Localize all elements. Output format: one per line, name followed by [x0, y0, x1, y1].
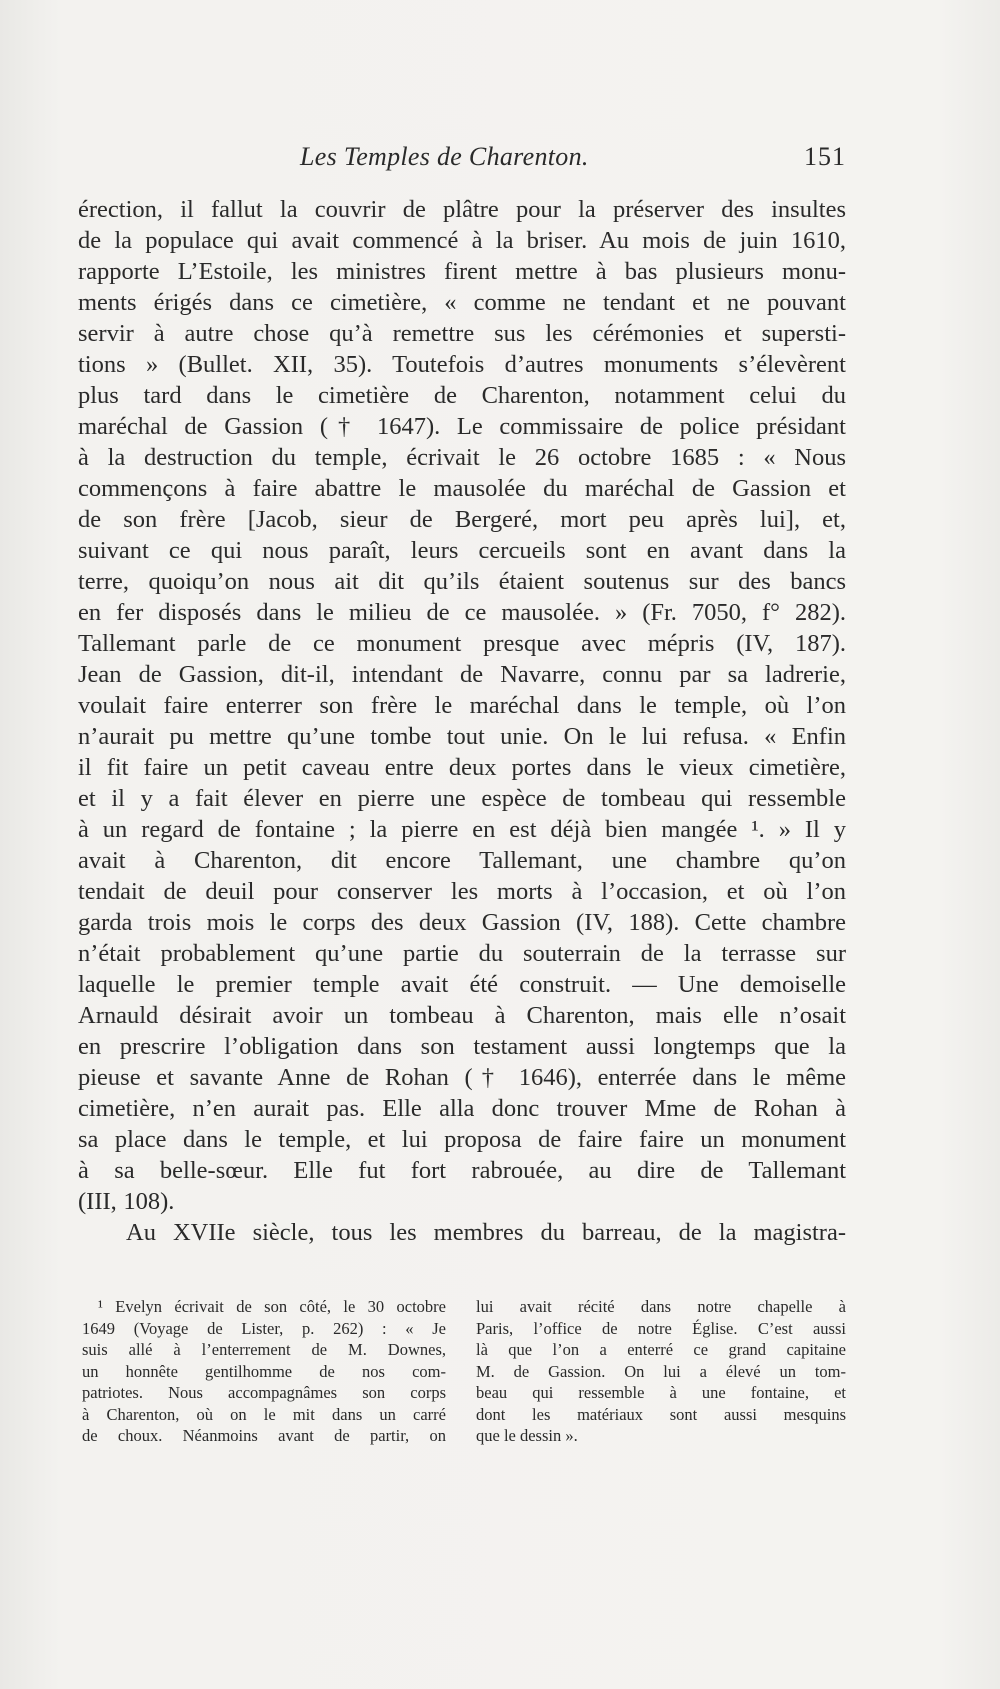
text-line: de la populace qui avait commencé à la briser. Au mois de juin 1610,: [78, 227, 846, 254]
footnote-line: patriotes. Nous accompagnâmes son corps: [82, 1383, 446, 1402]
footnote-line: un honnête gentilhomme de nos com-: [82, 1361, 446, 1381]
footnote-column-left: [82, 1296, 446, 1447]
text-line: il fit faire un petit caveau entre deux portes dans le vieux cimetière,: [78, 754, 846, 781]
text-line: en fer disposés dans le milieu de ce mausolée. » (Fr. 7050, f° 282).: [78, 599, 846, 626]
footnote-line: que le dessin ».: [476, 1426, 578, 1445]
text-line: ments érigés dans ce cimetière, « comme ne tendant et ne pouvant: [78, 289, 846, 316]
footnote-line: Paris, l’office de notre Église. C’est aussi: [476, 1318, 846, 1338]
text-line: à un regard de fontaine ; la pierre en est déjà bien mangée ¹. » Il y: [78, 816, 846, 843]
text-line: Tallemant parle de ce monument presque avec mépris (IV, 187).: [78, 630, 846, 657]
text-line: pieuse et savante Anne de Rohan († 1646), enterrée dans le même: [78, 1064, 846, 1091]
text-line: érection, il fallut la couvrir de plâtre pour la préserver des insultes: [78, 196, 846, 223]
running-title: Les Temples de Charenton.: [300, 142, 589, 171]
text-line: commençons à faire abattre le mausolée du maréchal de Gassion et: [78, 475, 846, 502]
text-line: avait à Charenton, dit encore Tallemant, une chambre qu’on: [78, 847, 846, 874]
text-line: tions » (Bullet. XII, 35). Toutefois d’autres monuments s’élevèrent: [78, 351, 846, 378]
footnote-line: suis allé à l’enterrement de M. Downes,: [82, 1340, 446, 1359]
text-line: voulait faire enterrer son frère le maréchal dans le temple, où l’on: [78, 692, 846, 719]
text-line: sa place dans le temple, et lui proposa de faire faire un monument: [78, 1126, 846, 1153]
text-line: Au XVIIe siècle, tous les membres du barreau, de la magistra-: [126, 1219, 846, 1246]
footnote-line: de choux. Néanmoins avant de partir, on: [82, 1426, 446, 1445]
footnote-line: à Charenton, où on le mit dans un carré: [82, 1404, 446, 1424]
text-line: et il y a fait élever en pierre une espèce de tombeau qui ressemble: [78, 785, 846, 812]
text-line: n’aurait pu mettre qu’une tombe tout unie. On le lui refusa. « Enfin: [78, 723, 846, 750]
text-line: en prescrire l’obligation dans son testament aussi longtemps que la: [78, 1033, 846, 1060]
text-line: de son frère [Jacob, sieur de Bergeré, mort peu après lui], et,: [78, 506, 846, 533]
footnote-line: ¹ Evelyn écrivait de son côté, le 30 octobre: [98, 1297, 446, 1316]
text-line: plus tard dans le cimetière de Charenton, notamment celui du: [78, 382, 846, 409]
page-header: [78, 142, 846, 182]
text-line: laquelle le premier temple avait été construit. — Une demoiselle: [78, 971, 846, 998]
text-line: maréchal de Gassion († 1647). Le commissaire de police présidant: [78, 413, 846, 440]
footnote-column-right: [476, 1296, 846, 1447]
footnote-line: lui avait récité dans notre chapelle à: [476, 1297, 846, 1316]
text-line: terre, quoiqu’on nous ait dit qu’ils étaient soutenus sur des bancs: [78, 568, 846, 595]
footnote-line: M. de Gassion. On lui a élevé un tom-: [476, 1361, 846, 1381]
text-line: cimetière, n’en aurait pas. Elle alla donc trouver Mme de Rohan à: [78, 1095, 846, 1122]
text-line: rapporte L’Estoile, les ministres firent mettre à bas plusieurs monu-: [78, 258, 846, 285]
page-number: 151: [804, 142, 846, 171]
text-line: n’était probablement qu’une partie du souterrain de la terrasse sur: [78, 940, 846, 967]
footnote-line: beau qui ressemble à une fontaine, et: [476, 1383, 846, 1402]
footnote-line: là que l’on a enterré ce grand capitaine: [476, 1340, 846, 1359]
footnote-line: 1649 (Voyage de Lister, p. 262) : « Je: [82, 1318, 446, 1338]
text-line: tendait de deuil pour conserver les morts à l’occasion, et où l’on: [78, 878, 846, 905]
text-line: servir à autre chose qu’à remettre sus les cérémonies et supersti-: [78, 320, 846, 347]
text-line: Arnauld désirait avoir un tombeau à Charenton, mais elle n’osait: [78, 1002, 846, 1029]
text-line: à la destruction du temple, écrivait le 26 octobre 1685 : « Nous: [78, 444, 846, 471]
text-line: à sa belle-sœur. Elle fut fort rabrouée, au dire de Tallemant: [78, 1157, 846, 1184]
text-line: Jean de Gassion, dit-il, intendant de Navarre, connu par sa ladrerie,: [78, 661, 846, 688]
text-line: suivant ce qui nous paraît, leurs cercueils sont en avant dans la: [78, 537, 846, 564]
text-line: (III, 108).: [78, 1188, 175, 1215]
main-text: [78, 194, 846, 1248]
text-line: garda trois mois le corps des deux Gassion (IV, 188). Cette chambre: [78, 909, 846, 936]
footnote-line: dont les matériaux sont aussi mesquins: [476, 1404, 846, 1424]
